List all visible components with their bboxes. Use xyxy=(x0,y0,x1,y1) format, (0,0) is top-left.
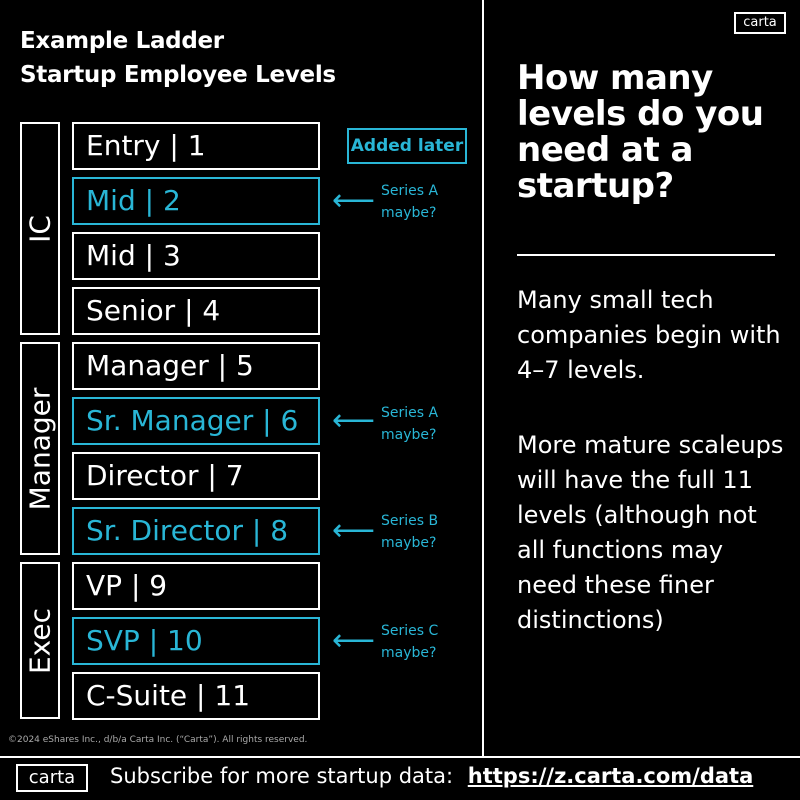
subscribe-link[interactable]: https://z.carta.com/data xyxy=(467,764,754,788)
annotation-level-8 xyxy=(381,510,438,554)
section-rule xyxy=(517,254,775,256)
subscribe-line xyxy=(110,764,753,788)
level-1: Entry | 1 xyxy=(72,122,320,170)
group-exec xyxy=(20,562,60,719)
arrow-left-icon: ⟵ xyxy=(332,513,376,548)
group-label-ic: IC xyxy=(23,214,57,243)
level-5: Manager | 5 xyxy=(72,342,320,390)
vertical-divider xyxy=(482,0,484,758)
paragraph-scaleups: More mature scaleups will have the full 11 levels (although not all functions may need these finer distinctions) xyxy=(517,431,784,634)
group-label-exec: Exec xyxy=(23,607,57,674)
level-8: Sr. Director | 8 xyxy=(72,507,320,555)
annotation-line1: Series A xyxy=(381,405,439,421)
annotation-line2: maybe? xyxy=(381,535,437,551)
question-heading: How many levels do you need at a startup? xyxy=(517,58,764,206)
annotation-level-6 xyxy=(381,402,438,446)
subscribe-text: Subscribe for more startup data: xyxy=(110,764,454,788)
carta-logo-footer: carta xyxy=(16,764,88,792)
copyright-text: ©2024 eShares Inc., d/b/a Carta Inc. (“Carta”). All rights reserved. xyxy=(8,735,308,745)
level-10: SVP | 10 xyxy=(72,617,320,665)
annotation-line2: maybe? xyxy=(381,427,437,443)
level-7: Director | 7 xyxy=(72,452,320,500)
group-ic xyxy=(20,122,60,335)
annotation-line2: maybe? xyxy=(381,645,437,661)
arrow-left-icon: ⟵ xyxy=(332,183,376,218)
level-9: VP | 9 xyxy=(72,562,320,610)
paragraph-small-companies: Many small tech companies begin with 4–7 levels. xyxy=(517,286,781,384)
footer-divider xyxy=(0,756,800,758)
arrow-left-icon: ⟵ xyxy=(332,623,376,658)
level-4: Senior | 4 xyxy=(72,287,320,335)
annotation-line1: Series A xyxy=(381,183,439,199)
level-11: C-Suite | 11 xyxy=(72,672,320,720)
group-manager xyxy=(20,342,60,555)
annotation-line1: Series B xyxy=(381,513,439,529)
level-2: Mid | 2 xyxy=(72,177,320,225)
ladder-subtitle: Startup Employee Levels xyxy=(20,62,336,88)
carta-logo-top: carta xyxy=(734,12,786,34)
annotation-line2: maybe? xyxy=(381,205,437,221)
arrow-left-icon: ⟵ xyxy=(332,403,376,438)
annotation-line1: Series C xyxy=(381,623,439,639)
level-6: Sr. Manager | 6 xyxy=(72,397,320,445)
annotation-level-2 xyxy=(381,180,438,224)
level-3: Mid | 3 xyxy=(72,232,320,280)
added-later-badge: Added later xyxy=(347,128,467,164)
ladder-title: Example Ladder xyxy=(20,28,224,54)
annotation-level-10 xyxy=(381,620,438,664)
group-label-manager: Manager xyxy=(23,387,57,510)
